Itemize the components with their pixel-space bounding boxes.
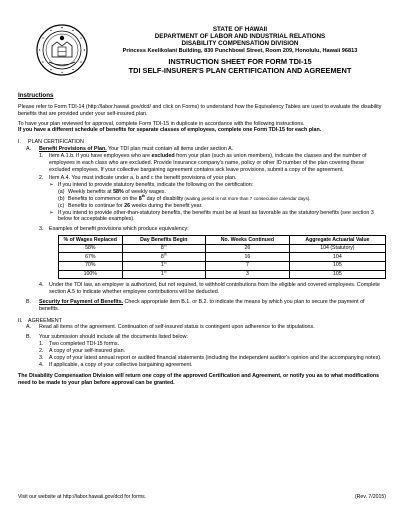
pct-cell: 70% — [59, 261, 123, 270]
department-name: DEPARTMENT OF LABOR AND INDUSTRIAL RELATIONS — [154, 33, 326, 40]
weeks-cell: 16 — [206, 253, 290, 262]
table-row — [59, 244, 386, 253]
arrow-bullet-icon: ➢ — [49, 209, 54, 216]
section-a-benefit-provisions: A. Benefit Provisions of Plan. Your TDI plan must contain all items under section A. — [26, 146, 234, 153]
weeks-cell: 26 — [206, 244, 290, 253]
item-4-withholding: 4. Under the TDI law, an employer is authorized, but not required, to withhold contributions from the eligible and covered employees. Complete section A.5 to indicate whether employee contributions will be deducted. — [39, 282, 380, 296]
pct-cell: 100% — [59, 270, 123, 279]
value-cell: 105 — [289, 261, 385, 270]
value-cell: 105 — [289, 270, 385, 279]
document-subtitle: TDI SELF-INSURER'S PLAN CERTIFICATION AND AGREEMENT — [128, 66, 352, 75]
plan-certification-title: PLAN CERTIFICATION — [28, 139, 84, 146]
arrow-bullet-icon: ➢ — [49, 182, 54, 189]
website-note: Visit our website at http://labor.hawaii.gov/dcd for forms. — [18, 494, 147, 500]
item-3-examples: 3. Examples of benefit provisions which produce equivalency: — [39, 226, 189, 233]
agreement-title: AGREEMENT — [28, 317, 62, 324]
weeks-cell: 7 — [206, 261, 290, 270]
day-cell: 1st — [122, 261, 206, 270]
day-cell: 8th — [122, 253, 206, 262]
closing-note: The Disability Compensation Division will return one copy of the approved Certification and Agreement, or notify you as to what modifications need to be made to your plan before approval can be granted. — [18, 373, 380, 387]
document-body — [18, 92, 386, 390]
division-name: DISABILITY COMPENSATION DIVISION — [181, 40, 299, 47]
column-header: % of Wages Replaced — [59, 236, 123, 245]
revision-date: (Rev. 7/2015) — [354, 494, 386, 500]
column-header: Day Benefits Begin — [122, 236, 206, 245]
list-item: 1. Two completed TDI-15 forms. — [39, 341, 119, 348]
column-header: Aggregate Actuarial Value — [289, 236, 385, 245]
table-row — [59, 253, 386, 262]
state-seal-logo — [36, 24, 88, 76]
list-item: 4. If applicable, a copy of your collective bargaining agreement. — [39, 361, 193, 368]
section-plan-certification: I. PLAN CERTIFICATION — [18, 139, 386, 146]
document-title: INSTRUCTION SHEET FOR FORM TDI-15 — [168, 57, 312, 66]
bullet-statutory-benefits: ➢ If you intend to provide statutory benefits, indicate the following on the certification: — [49, 182, 254, 189]
item-benefits-continue: (c) Benefits to continue for 26 weeks during the benefit year. — [58, 202, 203, 209]
table-row — [59, 261, 386, 270]
review-paragraph: To have your plan reviewed for approval, complete Form TDI-15 in duplicate in accordance with the following instructions. If you have a different schedule of benefits for separate classes of employees, complete one Form TDI-15 for each plan. — [18, 120, 322, 134]
table-row — [59, 270, 386, 279]
table-header-row — [59, 236, 386, 245]
day-cell: 8th — [122, 244, 206, 253]
item-2-benefit-provisions: 2. Item A.4. You must indicate under a, b and c the benefit provisions of your plan. — [39, 175, 237, 182]
separate-plan-note: If you have a different schedule of benefits for separate classes of employees, complete one Form TDI-15 for each plan. — [18, 127, 322, 134]
state-name: STATE OF HAWAII — [212, 26, 268, 33]
equivalency-examples-table — [58, 235, 386, 279]
pct-cell: 58% — [59, 244, 123, 253]
section-agreement: II. AGREEMENT — [18, 318, 386, 325]
bullet-other-benefits: ➢ If you intend to provide other-than-statutory benefits, the benefits must be at least as favorable as the statutory benefits (see section 3 below for acceptable examples). — [49, 209, 374, 223]
pct-cell: 67% — [59, 253, 123, 262]
item-benefits-commence: (b) Benefits to commence on the 8th day of disability (waiting period is not more than 7 consecutive calendar days). — [58, 194, 311, 202]
item-weekly-benefits: (a) Weekly benefits at 58% of weekly wages. — [58, 189, 166, 196]
day-cell: 1st — [122, 270, 206, 279]
page-footer — [18, 494, 386, 500]
list-item: 2. A copy of your self-insured plan. — [39, 347, 126, 354]
intro-paragraph: Please refer to Form TDI-14 (http://labor.hawaii.gov/dcd/ and click on Forms) to understand how the Equivalency Tables are used to evaluate the disability benefits that are provided under your self-insured plan. — [18, 103, 382, 117]
column-header: No. Weeks Continued — [206, 236, 290, 245]
item-1-excluded-employees: 1. Item A.1.b. If you have employees who are excluded from your plan (such as union members), indicate the classes and the number of employees in each class who are excluded. Provide Insurance company's name, policy or other ID number of the plan covering these excluded employees. If your collective bargaining agreement contains sick leave provisions, submit a copy of the agreement. — [39, 152, 367, 173]
list-item: 3. A copy of your latest annual report or audited financial statements (including the independent auditor's opinion and the accompanying notes). — [39, 354, 382, 361]
weeks-cell: 3 — [206, 270, 290, 279]
value-cell: 104 (Statutory) — [289, 244, 385, 253]
office-address: Princess Keelikolani Building, 830 Punchbowl Street, Room 209, Honolulu, Hawaii 96813 — [122, 48, 358, 54]
instructions-heading: Instructions — [18, 92, 54, 99]
agreement-item-a: A. Read all items of the agreement. Continuation of self-insured status is contingent upon adherence to the stipulations. — [26, 324, 315, 331]
section-b-security: B. Security for Payment of Benefits. Check appropriate item B.1. or B.2. to indicate the means by which you plan to secure the payment of benefits. — [26, 298, 365, 312]
value-cell: 104 — [289, 253, 385, 262]
agreement-item-b: B. Your submission should include all the documents listed below: — [26, 334, 188, 341]
